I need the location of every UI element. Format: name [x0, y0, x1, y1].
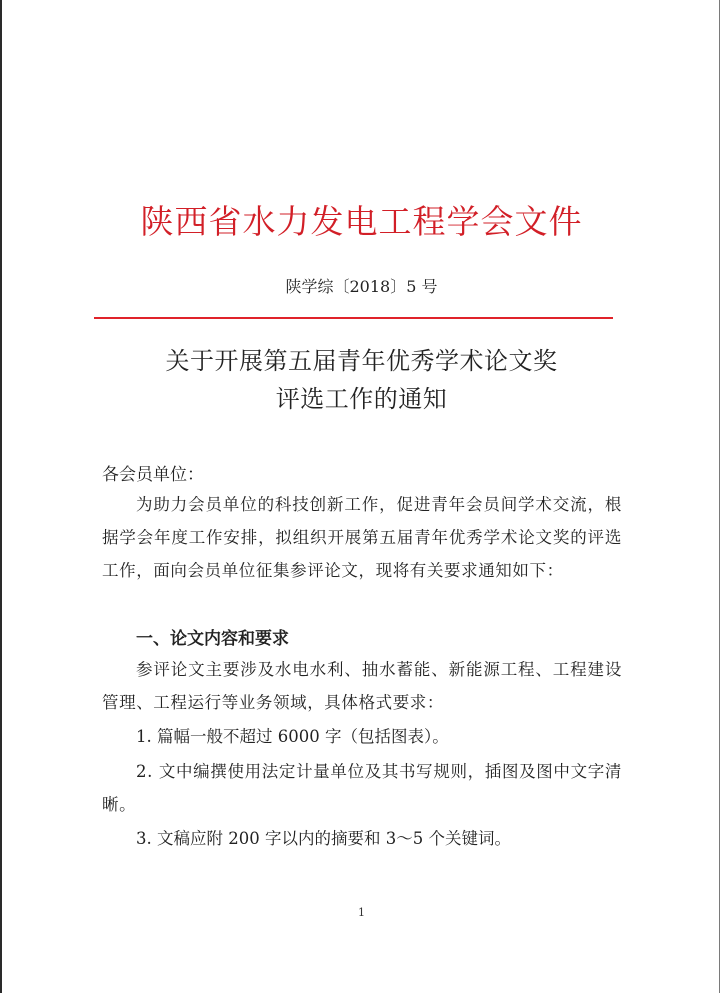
- scan-left-edge: [0, 0, 2, 993]
- page-number: 1: [358, 906, 365, 919]
- organization-header-title: 陕西省水力发电工程学会文件: [140, 202, 583, 241]
- red-header-rule: [94, 317, 613, 319]
- recipient-salutation: 各会员单位：: [102, 465, 204, 485]
- section-1-paragraph: 参评论文主要涉及水电水利、抽水蓄能、新能源工程、工程建设管理、工程运行等业务领域，具体格式要求：: [102, 660, 622, 712]
- notice-title: [0, 342, 723, 418]
- notice-title-line-2: 评选工作的通知: [275, 385, 448, 413]
- requirement-item-3: 3. 文稿应附 200 字以内的摘要和 3～5 个关键词。: [136, 829, 511, 848]
- requirement-item-1: 1. 篇幅一般不超过 6000 字（包括图表）。: [136, 727, 449, 746]
- section-1-heading: 一、论文内容和要求: [136, 629, 289, 649]
- notice-title-line-1: 关于开展第五届青年优秀学术论文奖: [165, 347, 558, 375]
- requirement-item-2: 2. 文中编撰使用法定计量单位及其书写规则，插图及图中文字清晰。: [102, 762, 622, 814]
- intro-paragraph: 为助力会员单位的科技创新工作，促进青年会员间学术交流，根据学会年度工作安排，拟组织开展第五届青年优秀学术论文奖的评选工作，面向会员单位征集参评论文，现将有关要求通知如下：: [102, 495, 622, 580]
- document-number: 陕学综〔2018〕5 号: [285, 277, 438, 296]
- scan-right-edge: [719, 0, 720, 993]
